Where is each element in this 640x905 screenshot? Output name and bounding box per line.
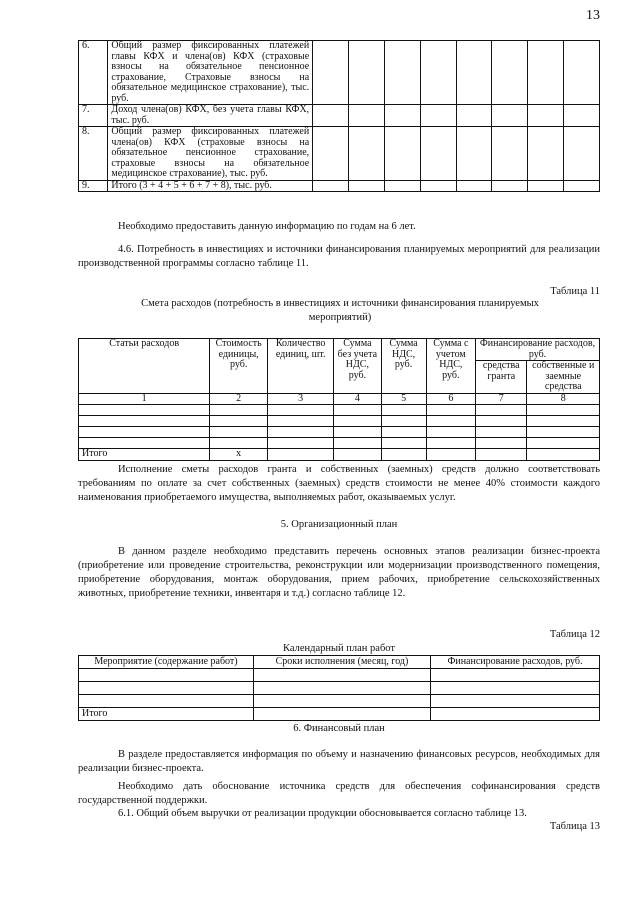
row-number: 6. [79, 41, 108, 105]
row-description: Доход члена(ов) КФХ, без учета главы КФХ, тыс. руб. [108, 105, 313, 127]
table-total-row [79, 708, 600, 721]
table-11-label: Таблица 11 [550, 286, 600, 297]
header-qty: Количество единиц, шт. [268, 339, 334, 394]
paragraph-6b: Необходимо дать обоснование источника средств для обеспечения софинансирования средств государственной поддержки. [78, 781, 600, 806]
table-13-label: Таблица 13 [549, 821, 600, 832]
table-10 [78, 40, 600, 192]
header-financing: Финансирование расходов, руб. [476, 339, 600, 361]
row-number: 7. [79, 105, 108, 127]
header-financing: Финансирование расходов, руб. [431, 656, 600, 669]
col-num: 2 [210, 393, 268, 405]
table-11-caption: Смета расходов (потребность в инвестициях и источники финансирования планируемых мероприятий) [141, 298, 539, 323]
header-event: Мероприятие (содержание работ) [79, 656, 254, 669]
page-number: 13 [586, 8, 600, 23]
table-row [79, 127, 600, 181]
paragraph-section-5: В данном разделе необходимо представить перечень основных этапов реализации бизнес-проекта (приобретение или проведение строительства, реконструкции или модернизации производственного помещения, приобретение оборудования, монтаж оборудования, прием рабочих, приобретение сельскохозяйственных животных, приобретение техники, инвентаря и т.д.) согласно таблице 12. [78, 546, 600, 599]
table-row [79, 180, 600, 192]
table-row [79, 405, 600, 416]
total-label: Итого [79, 449, 210, 461]
table-header-row [79, 339, 600, 361]
col-num: 7 [476, 393, 527, 405]
note-years: Необходимо предоставить данную информацию по годам на 6 лет. [118, 221, 416, 232]
col-num: 3 [268, 393, 334, 405]
table-row [79, 393, 600, 405]
total-x: х [210, 449, 268, 461]
header-sum-no-vat: Сумма без учета НДС, руб. [334, 339, 381, 394]
paragraph-6a: В разделе предоставляется информация по объему и назначению финансовых ресурсов, необходимых для реализации бизнес-проекта. [78, 749, 600, 774]
header-items: Статьи расходов [79, 339, 210, 394]
col-num: 5 [381, 393, 426, 405]
row-number: 8. [79, 127, 108, 181]
table-header-row [79, 656, 600, 669]
row-description: Итого (3 + 4 + 5 + 6 + 7 + 8), тыс. руб. [108, 180, 313, 192]
table-12 [78, 655, 600, 721]
paragraph-4-6: 4.6. Потребность в инвестициях и источники финансирования планируемых мероприятий для реализации производственной программы согласно таблице 11. [78, 244, 600, 269]
table-12-caption: Календарный план работ [282, 643, 396, 654]
col-num: 1 [79, 393, 210, 405]
row-description: Общий размер фиксированных платежей члена(ов) КФХ (страховые взносы на обязательное пенсионное страхование, страховые взносы на обязательное медицинское страхование), тыс. руб. [108, 127, 313, 181]
table-row [79, 416, 600, 427]
header-unit-cost: Стоимость единицы, руб. [210, 339, 268, 394]
table-total-row [79, 449, 600, 461]
header-vat: Сумма НДС, руб. [381, 339, 426, 394]
table-12-label: Таблица 12 [549, 629, 600, 640]
table-row [79, 682, 600, 695]
table-row [79, 438, 600, 449]
table-row [79, 41, 600, 105]
table-row [79, 669, 600, 682]
col-num: 6 [426, 393, 475, 405]
table-11 [78, 338, 600, 461]
total-label: Итого [79, 708, 254, 721]
col-num: 8 [527, 393, 600, 405]
row-description: Общий размер фиксированных платежей главы КФХ и члена(ов) КФХ (страховые взносы на обязательное пенсионное страхование, Страховые взносы на обязательное медицинское страхование), тыс. руб. [108, 41, 313, 105]
section-6-title: 6. Финансовый план [293, 723, 385, 734]
table-row [79, 105, 600, 127]
header-own: собственные и заемные средства [527, 361, 600, 394]
paragraph-smeta: Исполнение сметы расходов гранта и собственных (заемных) средств должно соответствовать требованиям по оплате за счет собственных (заемных) средств стоимости не менее 40% стоимости каждого наименования приобретаемого имущества, выполняемых работ, оказываемых услуг. [78, 464, 600, 503]
header-sum-vat: Сумма с учетом НДС, руб. [426, 339, 475, 394]
table-row [79, 695, 600, 708]
row-number: 9. [79, 180, 108, 192]
header-terms: Сроки исполнения (месяц, год) [254, 656, 431, 669]
section-5-title: 5. Организационный план [280, 519, 398, 530]
header-grant: средства гранта [476, 361, 527, 394]
col-num: 4 [334, 393, 381, 405]
paragraph-6-1: 6.1. Общий объем выручки от реализации продукции обосновывается согласно таблице 13. [118, 808, 527, 819]
table-row [79, 427, 600, 438]
